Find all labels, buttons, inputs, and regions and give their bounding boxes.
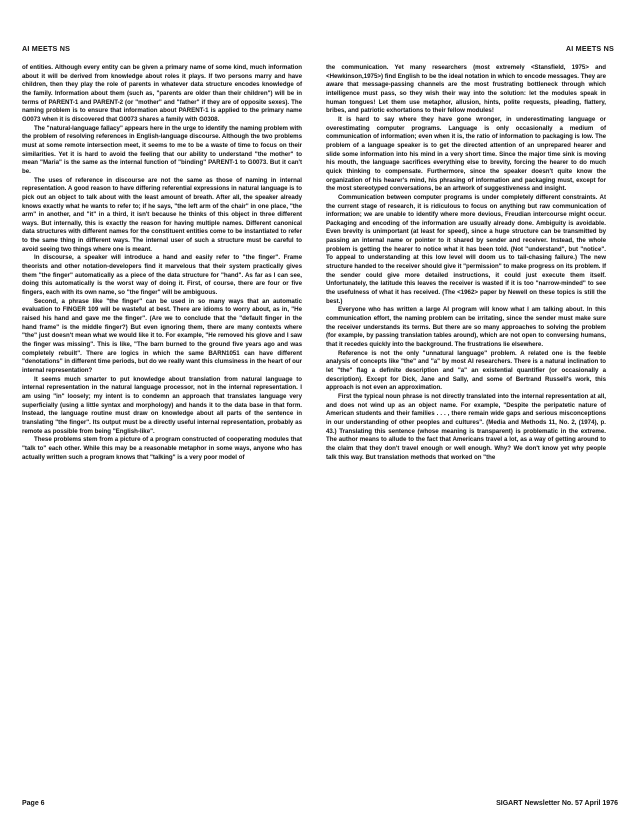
paragraph: In discourse, a speaker will introduce a hand and easily refer to "the finger". Frame theorists and other notation-developers find it marvelous that their system practically gives them "the finger" automatically as a piece of the data structure for "hand". As far as I can see, doing this automatically is the worst way of doing it. First, of course, there are four or five fingers, each with its own name, so "the finger" will be ambiguous. [22,254,302,297]
paragraph: The uses of reference in discourse are not the same as those of naming in internal representation. A good reason to have differing referential expressions in natural language is to pick out an object to talk about with the least amount of breath. After all, the speaker already knows exactly what he wants to refer to; if he says, "the left arm of the chair" in one place, "the arm" in another, and "it" in a third, it isn't because he thinks of this object in three different ways. But internally, this is exactly the reason for having multiple names. Different canonical data structures with different names for the constituent entities come to be instantiated to refer to the same thing in different ways. The internal user of such a structure must be careful to avoid seeing two things where one is meant. [22,176,302,253]
running-header-left: AI MEETS NS [22,44,71,53]
publication-info: SIGART Newsletter No. 57 April 1976 [496,800,618,807]
paragraph: The "natural-language fallacy" appears here in the urge to identify the naming problem with the problem of resolving references in English-language discourse. Although the two problems must at some remote intersection meet, it seems to me to be a waste of time to focus on their similarities. Yet it is hard to avoid the feeling that our ability to understand "the mother" to mean "Maria" is the same as the internal function of "binding" PARENT-1 to G0073. But it can't be. [22,124,302,175]
paragraph: Second, a phrase like "the finger" can be used in so many ways that an automatic evaluation to FINGER 109 will be wasteful at best. There are idioms to worry about, as in, "He raised his hand and gave me the finger". (Are we to conclude that the "default finger in the hand frame" is the middle finger?) But even ignoring them, there are many contexts where "the" just doesn't mean what we would like it to. For example, "He removed his glove and I saw the finger was missing". This is like, "The barn burned to the ground five years ago and was completely rebuilt". There are logics in which the same BARN1051 can have different "denotations" in different time periods, but do we really want this clumsiness in the heart of our internal representation? [22,297,302,374]
running-header-right: AI MEETS NS [565,44,614,53]
paragraph: These problems stem from a picture of a program constructed of cooperating modules that "talk to" each other. While this may be a reasonable metaphor in some ways, anyone who has actually written such a program knows that "talking" is a very poor model of [22,436,302,461]
right-column [326,64,606,462]
paragraph: of entities. Although every entity can be given a primary name of some kind, much information about it will be derived from knowledge about roles it plays. If two persons marry and have children, then they play the role of parents in whatever data structure encodes knowledge of the family. Information about them (such as, "parents are older than their children") will be in terms of PARENT-1 and PARENT-2 (or "mother" and "father" if they are of opposite sexes). The naming problem is to ensure that information about PARENT-1 is applied to the primary name G0073 when it is discovered that G0073 shares a family with G0308. [22,64,302,123]
paragraph: Reference is not the only "unnatural language" problem. A related one is the feeble analysis of concepts like "the" and "a" by most AI researchers. There is a natural inclination to let "the" flag a definite description and "a" an existential quantifier (or occasionally a description). Except for Dick, Jane and Sally, and some of Bertrand Russell's work, this approach is not even an approximation. [326,349,606,392]
paragraph: It is hard to say where they have gone wronger, in underestimating language or overestimating computer programs. Language is only occasionally a medium of communication of information; even when it is, the ratio of information to packaging is low. The problem of a language speaker is to get the directed attention of an unprepared hearer and slide some information into his mind in a very short time. Since the major time sink is moving his mouth, the language sacrifices everything else to brevity, forcing the hearer to do much quick thinking to compensate. Furthermore, since the speaker doesn't quite know the organization of his hearer's mind, his phrasing of information and packaging must, except for the most stereotyped conversations, be an artwork of suggestiveness and insight. [326,115,606,193]
paragraph: Communication between computer programs is under completely different constraints. At the current stage of research, it is ridiculous to focus on anything but raw communication of information; we are unable to identify where more devious, Freudian intercourse might occur. Packaging and encoding of the information are usually already done. Ambiguity is avoidable. Even brevity is unimportant (at least for speed), since a huge structure can be transmitted by passing an internal name or pointer to it shared by sender and receiver. Instead, the whole problem is getting the hearer to notice what it has been told. (Not "understand", but "notice". To appeal to understanding at this low level will doom us to tail-chasing failure.) The new structure handed to the receiver should give it "permission" to make progress on its problem. If the sender could give more detailed instructions, it could just execute them itself. Unfortunately, the latitude this leaves the receiver is wasted if it is too "narrow-minded" to see the usefulness of what it has received. (The <1962> paper by Newell on these topics is still the best.) [326,193,606,305]
paragraph: It seems much smarter to put knowledge about translation from natural language to internal representation in the natural language processor, not in the internal representation. I am using "in" loosely; my intent is to condemn an approach that translates language very superficially (using a little syntax and morphology) and hands it to the data base in that form. Instead, the language routine must draw on knowledge about all parts of the sentence in translating "the finger". Its output must be a directly useful internal representation, probably as remote as possible from being "English-like". [22,375,302,435]
page-number: Page 6 [22,800,45,807]
paragraph: First the typical noun phrase is not directly translated into the internal representation at all, and does not wind up as an object name. For example, "Despite the peripatetic nature of American students and their families . . . , there remain wide gaps and serious misconceptions in our understanding of other peoples and cultures". (Media and Methods 11, No. 2, (1974), p. 43.) Translating this sentence (whose meaning is transparent) is problematic in the extreme. The author means to allude to the fact that Americans travel a lot, as a way of getting around to the claim that they don't travel enough or well enough. Why? We don't know yet why people talk this way. But translation methods that worked on "the [326,392,606,461]
paragraph: Everyone who has written a large AI program will know what I am talking about. In this communication effort, the naming problem can be irritating, since the sender must make sure the receiver understands its terms. But there are so many approaches to solving the problem (for example, by passing translation tables around), which are not open to conversing humans, that it recedes quickly into the background. The frustrations lie elsewhere. [326,306,606,348]
left-column [22,64,302,462]
paragraph: the communication. Yet many researchers (most extremely <Stansfield, 1975> and <Hewkinson,1975>) find English to be the ideal notation in which to encode messages. They are aware that message-passing channels are the most frustrating bottleneck through which intelligence must pass, so they wish their way into the solution: let the modules speak in human tongues! Let them use metaphor, allusion, hints, polite requests, pleading, flattery, bribes, and patriotic exhortations to their fellow modules! [326,64,606,115]
